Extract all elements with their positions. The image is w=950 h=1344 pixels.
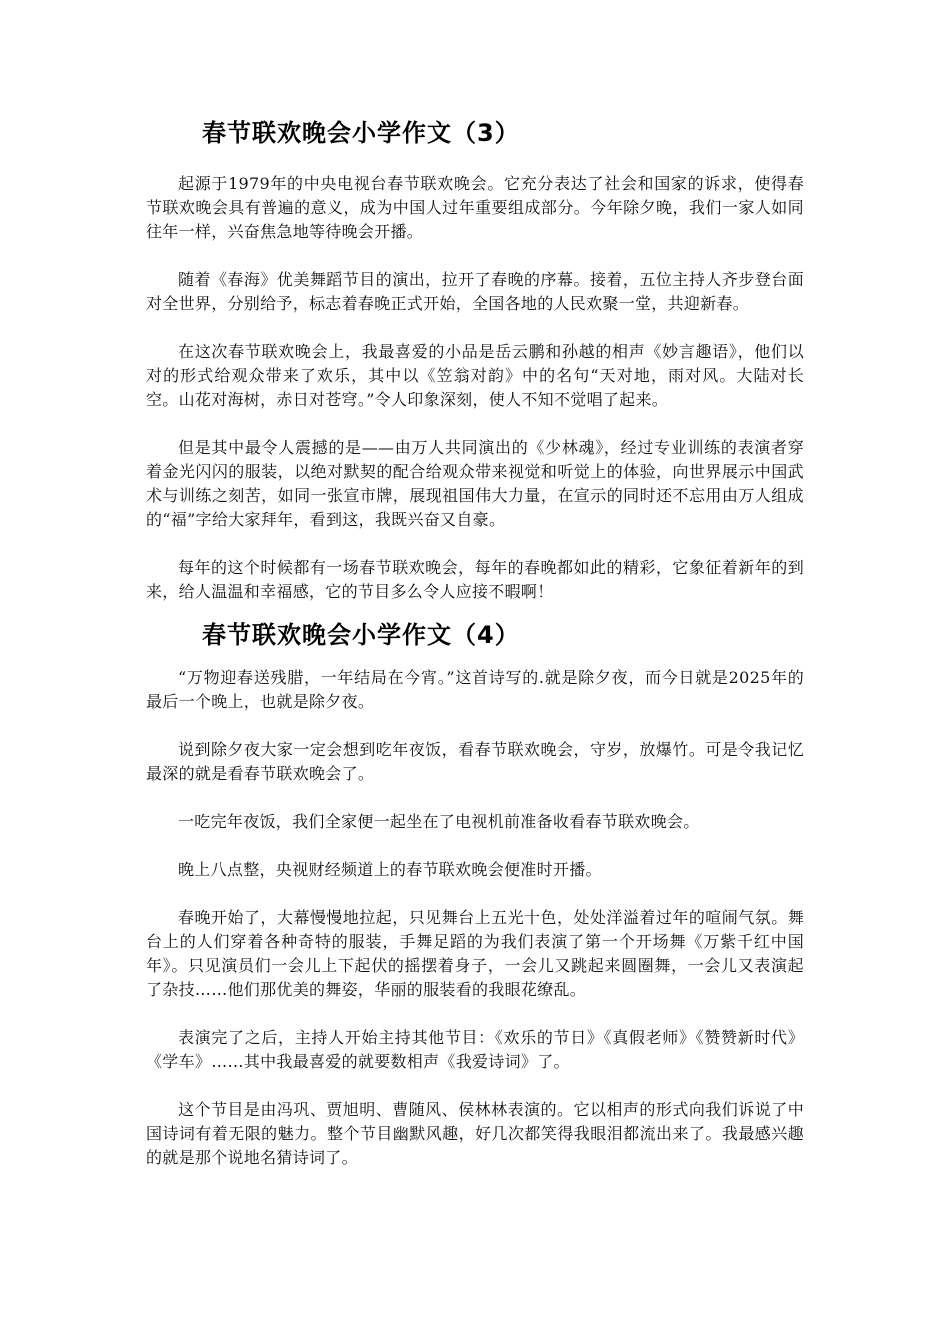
paragraph: 随着《春海》优美舞蹈节目的演出，拉开了春晚的序幕。接着，五位主持人齐步登台面对全世界，分别给予，标志着春晚正式开始，全国各地的人民欢聚一堂，共迎新春。 <box>146 270 804 313</box>
paragraph: 每年的这个时候都有一场春节联欢晚会，每年的春晚都如此的精彩，它象征着新年的到来，给人温温和幸福感，它的节目多么令人应接不暇啊！ <box>146 558 804 601</box>
paragraph: 但是其中最令人震撼的是——由万人共同演出的《少林魂》，经过专业训练的表演者穿着金光闪闪的服装，以绝对默契的配合给观众带来视觉和听觉上的体验，向世界展示中国武术与训练之刻苦，如同一张宣市牌，展现祖国伟大力量，在宣示的同时还不忘用由万人组成的“福”字给大家拜年，看到这，我既兴奋又自豪。 <box>146 438 804 529</box>
section-body <box>146 172 804 604</box>
document-page <box>146 0 804 1170</box>
paragraph: 在这次春节联欢晚会上，我最喜爱的小品是岳云鹏和孙越的相声《妙言趣语》，他们以对的形式给观众带来了欢乐，其中以《笠翁对韵》中的名句“天对地，雨对风。大陆对长空。山花对海树，赤日对苍穹。”令人印象深刻，使人不知不觉唱了起来。 <box>146 342 804 409</box>
paragraph: 说到除夕夜大家一定会想到吃年夜饭，看春节联欢晚会，守岁，放爆竹。可是令我记忆最深的就是看春节联欢晚会了。 <box>146 740 804 783</box>
section-title: 春节联欢晚会小学作文（3） <box>202 119 520 147</box>
paragraph: “万物迎春送残腊，一年结局在今宵。”这首诗写的.就是除夕夜，而今日就是2025年的最后一个晚上，也就是除夕夜。 <box>146 668 804 711</box>
section-title: 春节联欢晚会小学作文（4） <box>202 621 520 649</box>
paragraph: 表演完了之后，主持人开始主持其他节目：《欢乐的节日》《真假老师》《赞赞新时代》《学车》……其中我最喜爱的就要数相声《我爱诗词》了。 <box>146 1028 804 1071</box>
section-body <box>146 666 804 1170</box>
paragraph: 起源于1979年的中央电视台春节联欢晚会。它充分表达了社会和国家的诉求，使得春节联欢晚会具有普遍的意义，成为中国人过年重要组成部分。今年除夕晚，我们一家人如同往年一样，兴奋焦急地等待晚会开播。 <box>146 174 804 241</box>
paragraph: 一吃完年夜饭，我们全家便一起坐在了电视机前准备收看春节联欢晚会。 <box>178 812 700 831</box>
paragraph: 春晚开始了，大幕慢慢地拉起，只见舞台上五光十色，处处洋溢着过年的喧闹气氛。舞台上的人们穿着各种奇特的服装，手舞足蹈的为我们表演了第一个开场舞《万紫千红中国年》。只见演员们一会儿上下起伏的摇摆着身子，一会儿又跳起来圆圈舞，一会儿又表演起了杂技……他们那优美的舞姿，华丽的服装看的我眼花缭乱。 <box>146 908 804 999</box>
paragraph: 晚上八点整，央视财经频道上的春节联欢晚会便准时开播。 <box>178 860 602 879</box>
paragraph: 这个节目是由冯巩、贾旭明、曹随风、侯林林表演的。它以相声的形式向我们诉说了中国诗词有着无限的魅力。整个节目幽默风趣，好几次都笑得我眼泪都流出来了。我最感兴趣的就是那个说地名猜诗词了。 <box>146 1100 804 1167</box>
